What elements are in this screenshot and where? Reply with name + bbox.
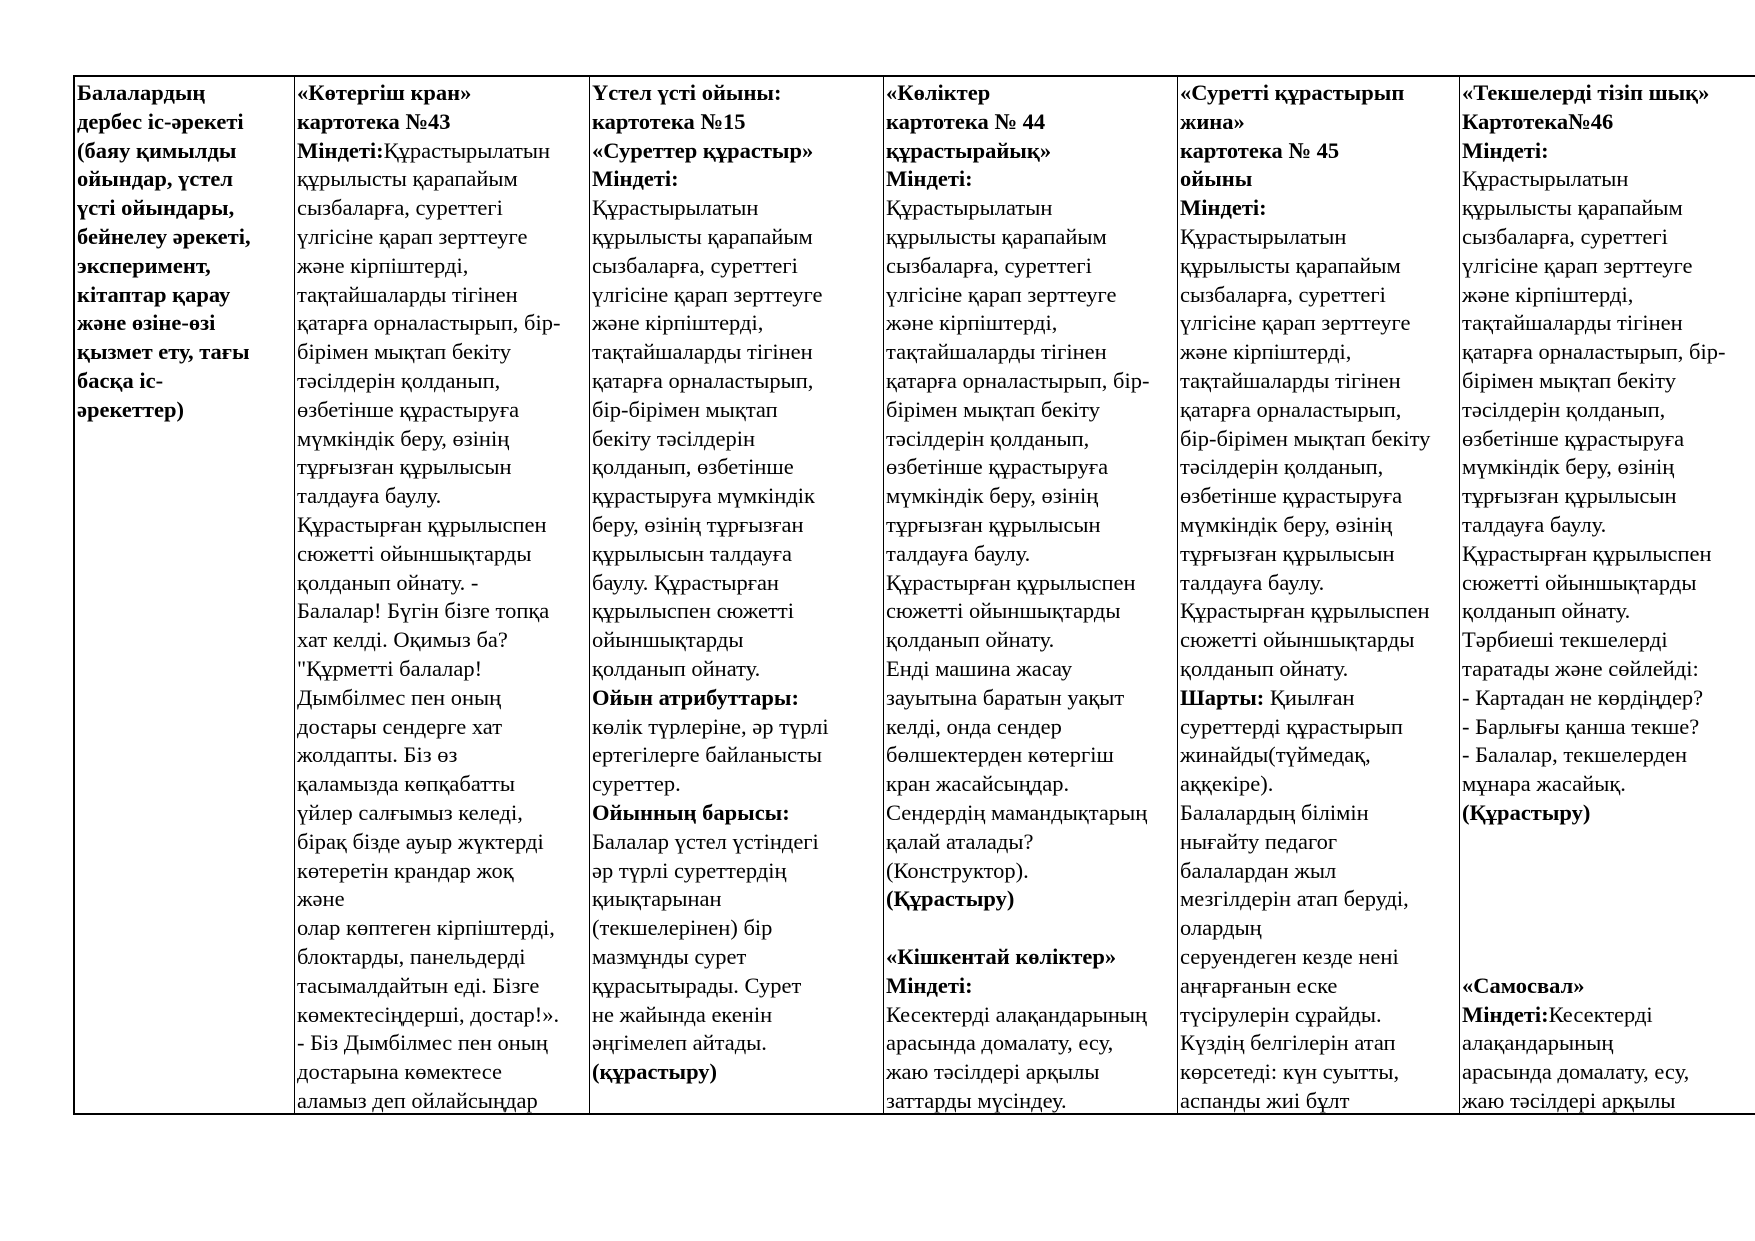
text-line: Құрастырған құрылыспен — [886, 569, 1136, 595]
text-line: Құрастырылатын — [592, 195, 759, 221]
text-line: құрасытырады. Сурет — [592, 972, 802, 998]
text-line: үлгісіне қарап зерттеуге — [297, 223, 528, 249]
text-line: талдауға баулу. — [1462, 511, 1607, 537]
text-line: «Суреттер құрастыр» — [592, 137, 814, 163]
text-line: және кірпіштерді, — [1462, 281, 1634, 307]
text-line: Сендердің мамандықтарың — [886, 799, 1148, 825]
text-line: Міндеті: — [886, 972, 973, 998]
text-line: блоктарды, панельдерді — [297, 943, 526, 969]
blank-line — [1462, 857, 1755, 886]
text-line: Ойынның барысы: — [592, 799, 790, 825]
text-run: Қиылған — [1264, 684, 1355, 710]
text-line: тақтайшаларды тігінен — [1462, 310, 1683, 336]
text-line: (Конструктор). — [886, 857, 1029, 883]
text-line: өзбетінше құрастыруға — [297, 396, 520, 422]
text-line: ойындар, үстел — [77, 166, 234, 192]
text-line: бірімен мықтап бекіту — [297, 339, 511, 365]
text-line: «Кішкентай көліктер» — [886, 943, 1117, 969]
text-line: зауытына баратын уақыт — [886, 684, 1125, 710]
table-cell-activity-category — [75, 77, 295, 1113]
text-line: өзбетінше құрастыруға — [886, 454, 1109, 480]
text-line: бірақ бізде ауыр жүктерді — [297, 828, 544, 854]
text-line: «Көліктер — [886, 80, 991, 105]
text-line — [1180, 684, 1459, 713]
text-line: әр түрлі суреттердің — [592, 857, 787, 883]
text-line: қолданып ойнату. — [886, 627, 1055, 653]
text-line: Құрастырған құрылыспен — [297, 511, 547, 537]
text-line: - Картадан не көрдіңдер? — [1462, 684, 1704, 710]
text-line: тұрғызған құрылысын — [297, 454, 512, 480]
text-line: көтеретін крандар жоқ — [297, 857, 514, 883]
text-line: тәсілдерін қолданып, — [1180, 454, 1384, 480]
text-line: қатарға орналастырып, бір- — [297, 310, 561, 336]
text-line: мүмкіндік беру, өзінің — [886, 483, 1099, 509]
text-line: көлік түрлеріне, әр түрлі — [592, 713, 829, 739]
text-line: аламыз деп ойлайсыңдар — [297, 1087, 538, 1113]
text-line: беру, өзінің тұрғызған — [592, 511, 804, 537]
text-line: серуендеген кезде нені — [1180, 943, 1399, 969]
text-line: құрылысты қарапайым — [592, 223, 813, 249]
text-line: эксперимент, — [77, 252, 211, 278]
text-line: сызбаларға, суреттегі — [1180, 281, 1386, 307]
text-line: жолдапты. Біз өз — [297, 742, 458, 768]
text-line: «Суретті құрастырып — [1180, 80, 1405, 105]
text-line: сызбаларға, суреттегі — [297, 195, 503, 221]
text-line: Енді машина жасау — [886, 655, 1073, 681]
text-line: Кесектерді алақандарының — [886, 1001, 1148, 1027]
text-line: тақтайшаларды тігінен — [886, 339, 1107, 365]
text-line: және кірпіштерді, — [1180, 339, 1352, 365]
blank-line — [1462, 943, 1755, 972]
bold-label: Шарты: — [1180, 684, 1265, 710]
text-line: мүмкіндік беру, өзінің — [1180, 511, 1393, 537]
blank-line — [1462, 828, 1755, 857]
text-line: таратады және сөйлейді: — [1462, 655, 1699, 681]
text-line: суреттерді құрастырып — [1180, 713, 1403, 739]
text-line: Ойын атрибуттары: — [592, 684, 799, 710]
text-line: достары сендерге хат — [297, 713, 503, 739]
text-line: олар көптеген кірпіштерді, — [297, 915, 555, 941]
text-line: қалай аталады? — [886, 828, 1034, 854]
text-line: талдауға баулу. — [886, 540, 1031, 566]
text-run: Кесектерді — [1548, 1001, 1653, 1027]
text-line: Құрастырылатын — [886, 195, 1053, 221]
text-line: талдауға баулу. — [297, 483, 442, 509]
text-line: мазмұнды сурет — [592, 943, 747, 969]
text-line: сызбаларға, суреттегі — [1462, 223, 1668, 249]
text-line: арасында домалату, есу, — [886, 1030, 1114, 1056]
text-line: (баяу қимылды — [77, 137, 237, 163]
text-line: «Самосвал» — [1462, 972, 1585, 998]
text-line: тақтайшаларды тігінен — [592, 339, 813, 365]
text-line: картотека № 45 — [1180, 137, 1340, 163]
text-line: бейнелеу әрекеті, — [77, 223, 251, 249]
text-line: Міндеті: — [1180, 195, 1267, 221]
text-line: қатарға орналастырып, — [592, 367, 814, 393]
text-line: нығайту педагог — [1180, 828, 1338, 854]
table-cell-picture-building-game — [590, 77, 884, 1113]
text-line: жаю тәсілдері арқылы — [1462, 1087, 1676, 1113]
text-line: мүмкіндік беру, өзінің — [1462, 454, 1675, 480]
text-line: қатарға орналастырып, бір- — [886, 367, 1150, 393]
text-line: Балалардың — [77, 80, 206, 105]
text-run: Құрастырылатын — [383, 137, 551, 163]
text-line: тәсілдерін қолданып, — [1462, 396, 1666, 422]
text-line: Балалар! Бүгін бізге топқа — [297, 598, 550, 624]
text-line: кітаптар қарау — [77, 281, 231, 307]
text-line: және кірпіштерді, — [592, 310, 764, 336]
text-line: (текшелерінен) бір — [592, 915, 773, 941]
text-line: тақтайшаларды тігінен — [1180, 367, 1401, 393]
text-line: сюжетті ойыншықтарды — [297, 540, 532, 566]
text-line: суреттер. — [592, 771, 681, 797]
text-line: «Текшелерді тізіп шық» — [1462, 80, 1710, 105]
text-line: Дымбілмес пен оның — [297, 684, 502, 710]
text-line: үлгісіне қарап зерттеуге — [1462, 252, 1693, 278]
text-line: келді, онда сендер — [886, 713, 1062, 739]
text-line: қатарға орналастырып, бір- — [1462, 339, 1726, 365]
text-line: Құрастырған құрылыспен — [1462, 540, 1712, 566]
text-line: Міндеті: — [1462, 137, 1549, 163]
table-cell-cubes-game — [1460, 77, 1755, 1113]
table-cell-vehicles-game — [884, 77, 1178, 1113]
text-line: қатарға орналастырып, — [1180, 396, 1402, 422]
text-line: ертегілерге байланысты — [592, 742, 823, 768]
text-line: құрылыспен сюжетті — [592, 598, 794, 624]
text-line: бір-бірімен мықтап — [592, 396, 778, 422]
text-line: баулу. Құрастырған — [592, 569, 779, 595]
text-line: мезгілдерін атап беруді, — [1180, 886, 1409, 912]
text-line: әңгімелеп айтады. — [592, 1030, 767, 1056]
text-line: үйлер салғымыз келеді, — [297, 799, 523, 825]
text-line: жинайды(түймедақ, — [1180, 742, 1371, 768]
text-line: талдауға баулу. — [1180, 569, 1325, 595]
text-line: құрастыруға мүмкіндік — [592, 483, 815, 509]
text-line: бөлшектерден көтергіш — [886, 742, 1114, 768]
blank-line — [1462, 885, 1755, 914]
blank-line — [1462, 914, 1755, 943]
text-line: үлгісіне қарап зерттеуге — [886, 281, 1117, 307]
text-line: ойыншықтарды — [592, 627, 744, 653]
text-line: тақтайшаларды тігінен — [297, 281, 518, 307]
text-line: қолданып, өзбетінше — [592, 454, 794, 480]
activities-table — [73, 75, 1755, 1115]
text-line: сызбаларға, суреттегі — [592, 252, 798, 278]
text-line: мұнара жасайық. — [1462, 771, 1626, 797]
text-line: балалардан жыл — [1180, 857, 1337, 883]
text-line: бекіту тәсілдерін — [592, 425, 755, 451]
text-line: сюжетті ойыншықтарды — [1180, 627, 1415, 653]
text-line: - Біз Дымбілмес пен оның — [297, 1030, 548, 1056]
text-line: алақандарының — [1462, 1030, 1614, 1056]
text-line: (құрастыру) — [592, 1059, 718, 1085]
text-line: тәсілдерін қолданып, — [886, 425, 1090, 451]
text-line: олардың — [1180, 915, 1262, 941]
text-line: және кірпіштерді, — [297, 252, 469, 278]
text-line: «Көтергіш кран» — [297, 80, 472, 105]
text-line: Тәрбиеші текшелерді — [1462, 627, 1668, 653]
text-line: достарына көмектесе — [297, 1059, 503, 1085]
text-line: Балалардың білімін — [1180, 799, 1369, 825]
text-line: Күздің белгілерін атап — [1180, 1030, 1396, 1056]
text-line: Міндеті: — [886, 166, 973, 192]
text-line: құрылысты қарапайым — [1462, 195, 1683, 221]
table-cell-crane-game — [295, 77, 590, 1113]
text-line: қолданып ойнату. — [1462, 598, 1631, 624]
text-line: картотека №43 — [297, 108, 451, 134]
text-line: аспанды жиі бұлт — [1180, 1087, 1350, 1113]
bold-label: Міндеті: — [1462, 1001, 1549, 1027]
text-line: аққекіре). — [1180, 771, 1274, 797]
text-line: кран жасайсыңдар. — [886, 771, 1070, 797]
text-line: Құрастырған құрылыспен — [1180, 598, 1430, 624]
text-line: қолданып ойнату. — [592, 655, 761, 681]
text-line: ойыны — [1180, 166, 1253, 192]
text-line: - Барлығы қанша текше? — [1462, 713, 1700, 739]
text-line: Міндеті: — [592, 166, 679, 192]
text-line: картотека №15 — [592, 108, 746, 134]
text-line: тұрғызған құрылысын — [1180, 540, 1395, 566]
text-line: картотека № 44 — [886, 108, 1046, 134]
text-line: "Құрметті балалар! — [297, 655, 483, 681]
text-line: дербес іс-әрекеті — [77, 108, 244, 134]
text-line: сюжетті ойыншықтарды — [1462, 569, 1697, 595]
text-line: арасында домалату, есу, — [1462, 1059, 1690, 1085]
text-line: жина» — [1180, 108, 1245, 134]
text-line: Құрастырылатын — [1180, 223, 1347, 249]
text-line: не жайында екенін — [592, 1001, 773, 1027]
text-line: құрылысты қарапайым — [1180, 252, 1401, 278]
text-line: бір-бірімен мықтап бекіту — [1180, 425, 1431, 451]
text-line: Үстел үсті ойыны: — [592, 80, 782, 105]
text-line: Картотека№46 — [1462, 108, 1614, 134]
text-line — [297, 137, 589, 166]
text-line: Балалар үстел үстіндегі — [592, 828, 819, 854]
text-line: - Балалар, текшелерден — [1462, 742, 1688, 768]
text-line: жаю тәсілдері арқылы — [886, 1059, 1100, 1085]
text-line: бірімен мықтап бекіту — [886, 396, 1100, 422]
text-line: қолданып ойнату. - — [297, 569, 479, 595]
text-line: құрылысты қарапайым — [297, 166, 518, 192]
bold-label: Міндеті: — [297, 137, 384, 163]
text-line: заттарды мүсіндеу. — [886, 1087, 1067, 1113]
text-line: қызмет ету, тағы — [77, 339, 250, 365]
text-line: көмектесіңдерші, достар!». — [297, 1001, 560, 1027]
text-line: және кірпіштерді, — [886, 310, 1058, 336]
text-line: қаламызда көпқабатты — [297, 771, 516, 797]
text-line: бірімен мықтап бекіту — [1462, 367, 1676, 393]
text-line: сюжетті ойыншықтарды — [886, 598, 1121, 624]
text-line: өзбетінше құрастыруға — [1180, 483, 1403, 509]
text-line: өзбетінше құрастыруға — [1462, 425, 1685, 451]
text-line: түсірулерін сұрайды. — [1180, 1001, 1382, 1027]
text-line: хат келді. Оқимыз ба? — [297, 627, 508, 653]
text-line: (Құрастыру) — [1462, 799, 1591, 825]
text-line: әрекеттер) — [77, 396, 184, 422]
text-line: үсті ойындары, — [77, 195, 235, 221]
text-line: (Құрастыру) — [886, 886, 1015, 912]
text-line: қиықтарынан — [592, 886, 722, 912]
text-line: көрсетеді: күн суытты, — [1180, 1059, 1400, 1085]
text-line: және — [297, 886, 345, 912]
text-line: қолданып ойнату. — [1180, 655, 1349, 681]
text-line: құрылысын талдауға — [592, 540, 792, 566]
text-line: сызбаларға, суреттегі — [886, 252, 1092, 278]
text-line: үлгісіне қарап зерттеуге — [1180, 310, 1411, 336]
table-cell-puzzle-picture-game — [1178, 77, 1460, 1113]
text-line: тәсілдерін қолданып, — [297, 367, 501, 393]
text-line: құрылысты қарапайым — [886, 223, 1107, 249]
text-line — [1462, 1001, 1755, 1030]
text-line: аңғарғанын еске — [1180, 972, 1338, 998]
blank-line — [886, 914, 1177, 943]
text-line: мүмкіндік беру, өзінің — [297, 425, 510, 451]
text-line: және өзіне-өзі — [77, 310, 216, 336]
text-line: құрастырайық» — [886, 137, 1052, 163]
text-line: тұрғызған құрылысын — [886, 511, 1101, 537]
text-line: тасымалдайтын еді. Бізге — [297, 972, 540, 998]
text-line: тұрғызған құрылысын — [1462, 483, 1677, 509]
text-line: үлгісіне қарап зерттеуге — [592, 281, 823, 307]
text-line: басқа іс- — [77, 367, 164, 393]
text-line: Құрастырылатын — [1462, 166, 1629, 192]
